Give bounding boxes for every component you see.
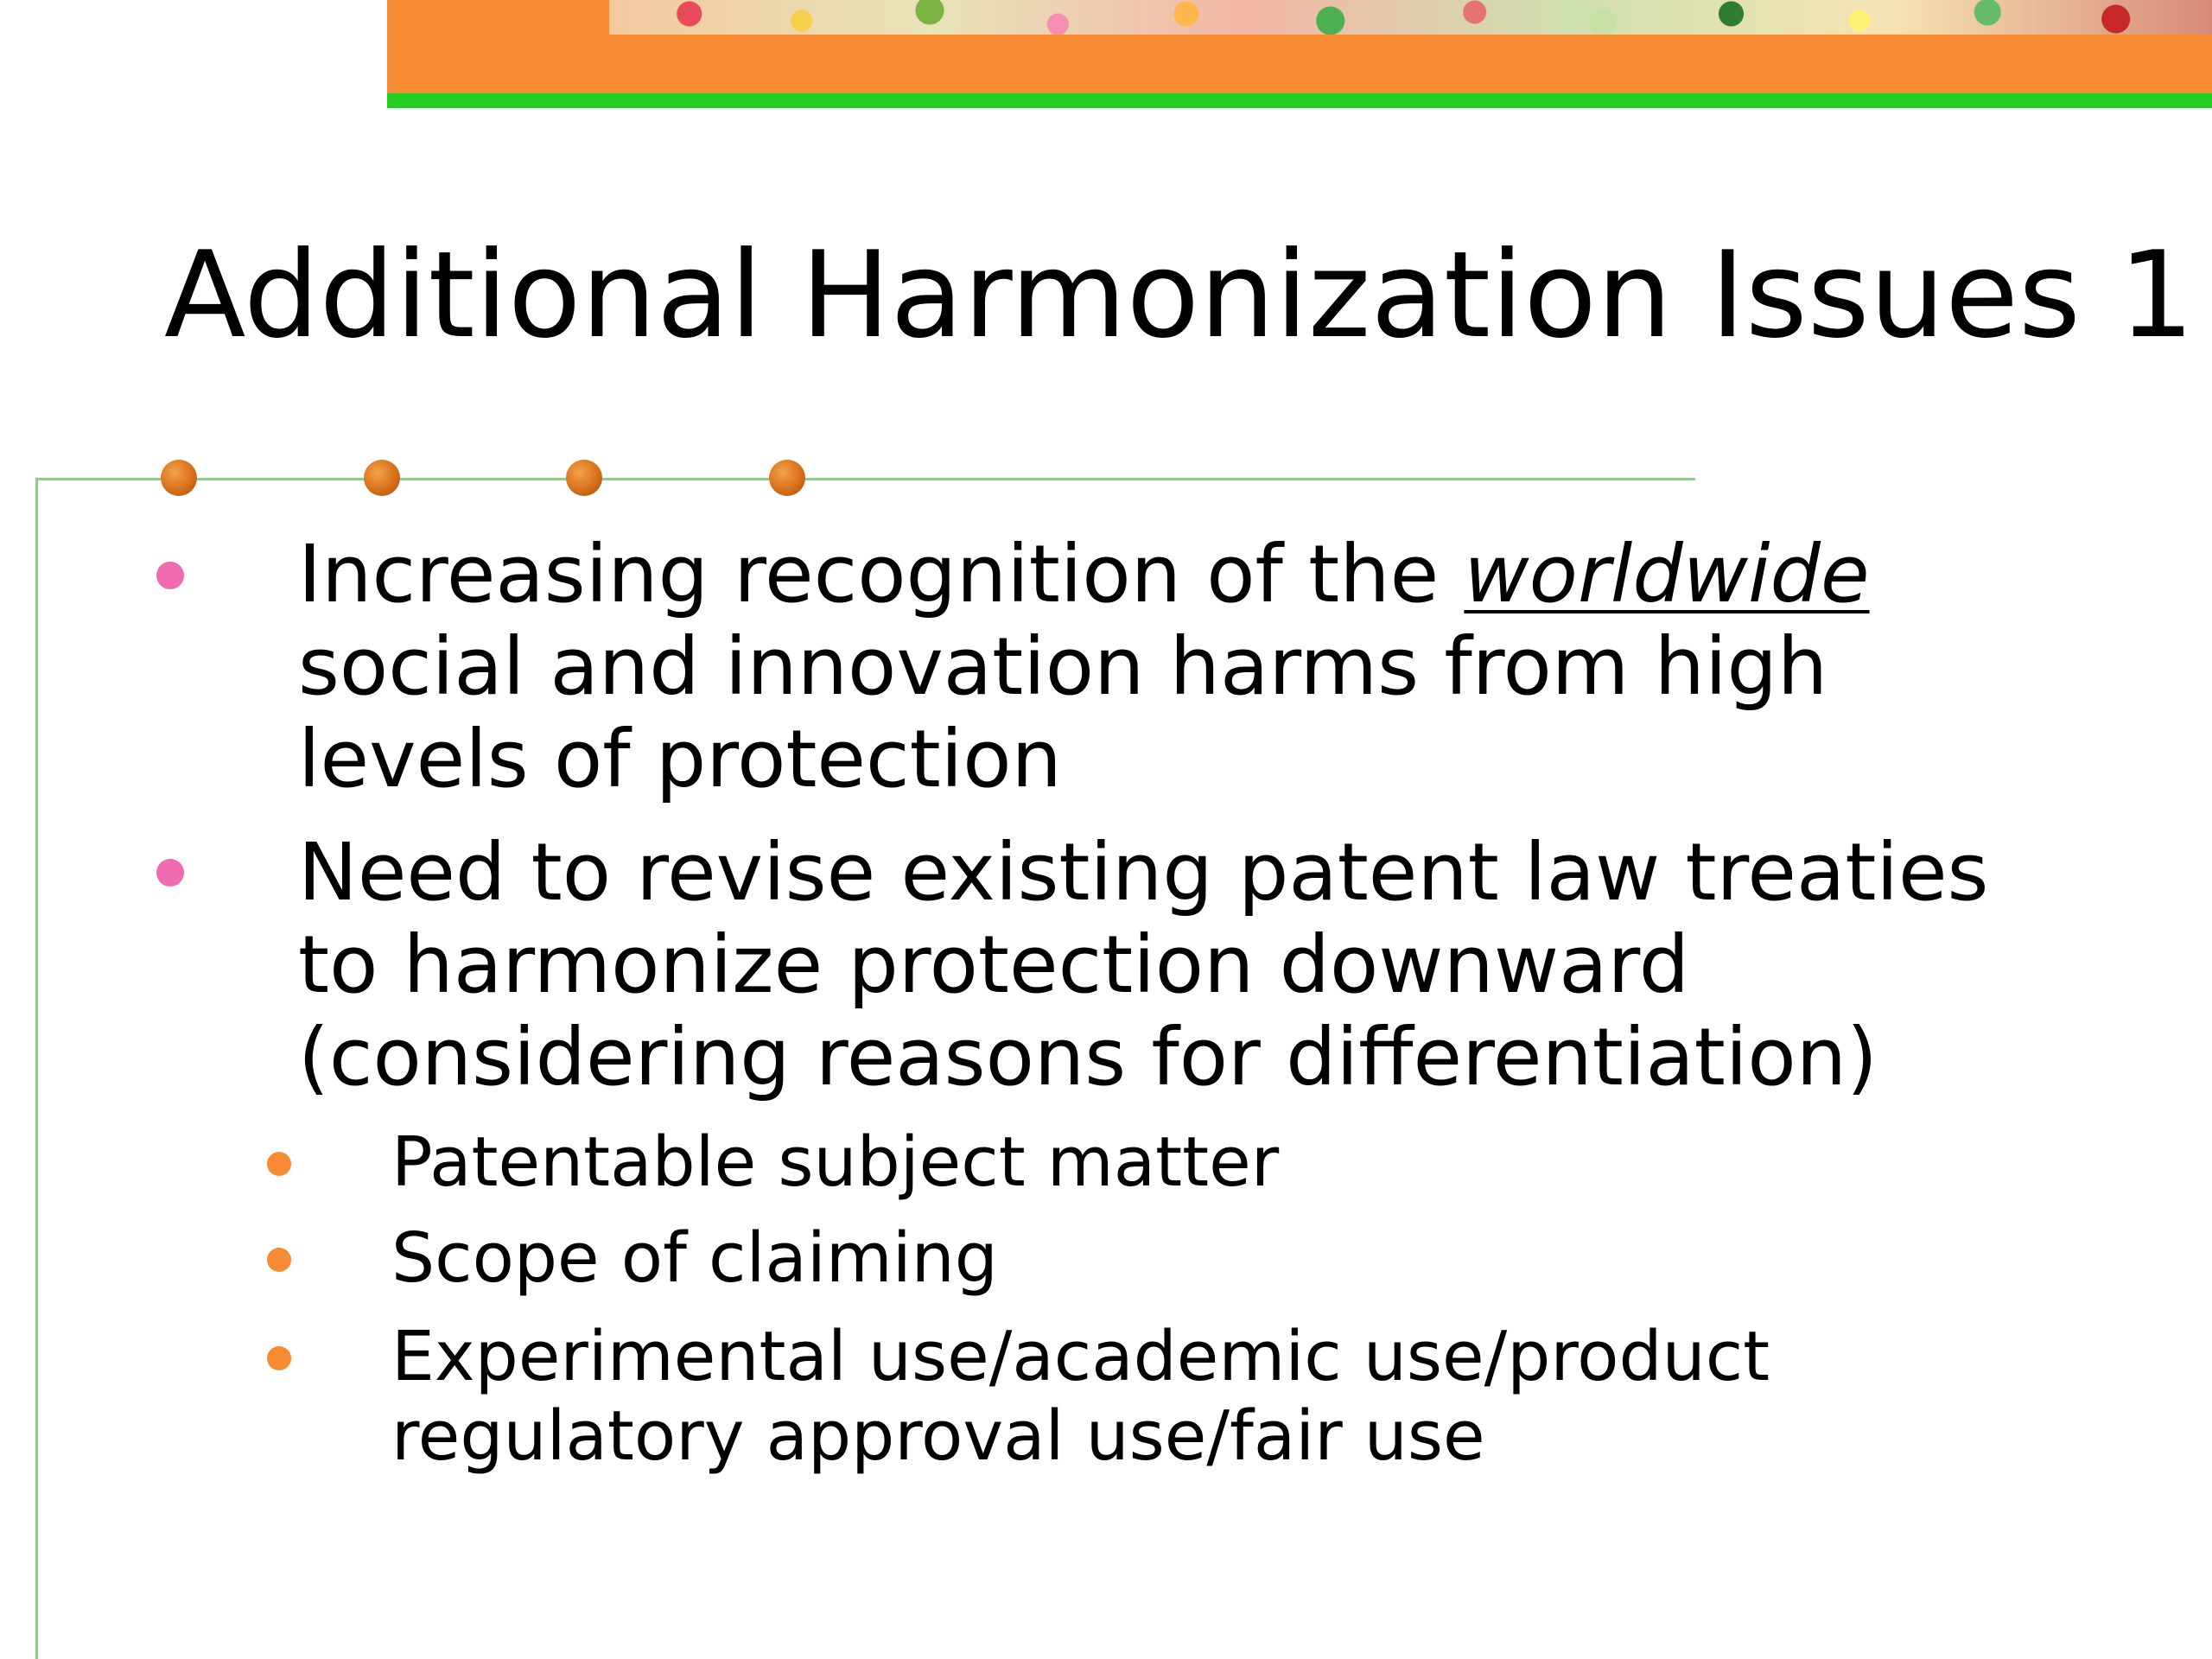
sub-bullet-dot xyxy=(267,1346,291,1370)
decorative-dot xyxy=(364,460,400,496)
bullet-2-line-1: Need to revise existing patent law treaties xyxy=(298,826,1989,918)
sub-bullet-1: Patentable subject matter xyxy=(391,1122,1280,1202)
decorative-dot xyxy=(161,460,197,496)
header-green-stripe xyxy=(387,93,2212,108)
header-flower-image xyxy=(609,0,2212,35)
sub-bullet-3-line-1: Experimental use/academic use/product xyxy=(391,1317,1770,1396)
bullet-1-line-2: social and innovation harms from high xyxy=(298,620,1828,713)
bullet-2-line-3: (considering reasons for differentiation) xyxy=(298,1011,1878,1103)
sub-bullet-2: Scope of claiming xyxy=(391,1218,998,1298)
frame-left-line xyxy=(35,478,38,1659)
sub-bullet-3-line-2: regulatory approval use/fair use xyxy=(391,1396,1485,1476)
sub-bullet-dot xyxy=(267,1248,291,1272)
bullet-dot xyxy=(156,562,184,589)
bullet-1-line-3: levels of protection xyxy=(298,713,1062,805)
bullet-1-line-1 xyxy=(298,528,1983,620)
bullet-2-line-2: to harmonize protection downward xyxy=(298,918,1690,1011)
bullet-dot xyxy=(156,859,184,887)
slide-title: Additional Harmonization Issues 1 xyxy=(164,226,2195,365)
frame-top-line xyxy=(35,478,1695,480)
bullet-1-emphasis: worldwide xyxy=(1464,528,1870,620)
bullet-1-text: Increasing recognition of the xyxy=(298,528,1465,620)
decorative-dot xyxy=(769,460,805,496)
decorative-dot xyxy=(566,460,602,496)
sub-bullet-dot xyxy=(267,1152,291,1176)
